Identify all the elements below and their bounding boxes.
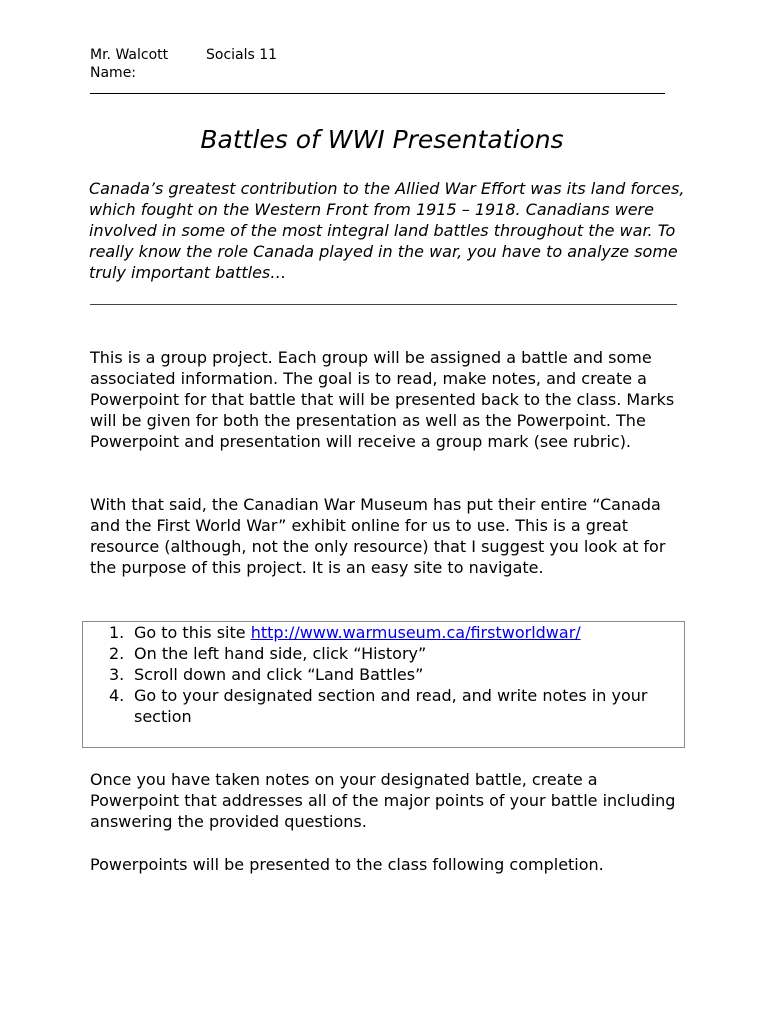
resource-paragraph: With that said, the Canadian War Museum has put their entire “Canada and the First World War” exhibit online for us to use. This is a great resource (although, not the only resource) that I suggest you look at for the purpose of this project. It is an easy site to navigate. — [90, 495, 666, 577]
section-divider — [90, 304, 677, 305]
course-name: Socials 11 — [206, 47, 278, 63]
student-name-label: Name: — [90, 65, 137, 81]
intro-paragraph: Canada’s greatest contribution to the Allied War Effort was its land forces, which fought on the Western Front from 1915 – 1918. Canadians were involved in some of the most integral land battles throughout the war. To really know the role Canada played in the war, you have to analyze some truly important battles… — [89, 179, 685, 282]
document-header — [90, 46, 670, 82]
step-number: 2. — [109, 644, 125, 663]
war-museum-link[interactable]: http://www.warmuseum.ca/firstworldwar/ — [250, 623, 581, 642]
page-title: Battles of WWI Presentations — [200, 125, 564, 154]
project-description-paragraph: This is a group project. Each group will be assigned a battle and some associated information. The goal is to read, make notes, and create a Powerpoint for that battle that will be presented back to the class. Marks will be given for both the presentation as well as the Powerpoint. The Powerpoint and presentation will receive a group mark (see rubric). — [90, 348, 675, 451]
powerpoint-instructions-paragraph: Once you have taken notes on your designated battle, create a Powerpoint that addresses all of the major points of your battle including answering the provided questions. — [90, 770, 676, 831]
header-divider — [90, 93, 665, 94]
header-row — [90, 46, 670, 64]
teacher-name: Mr. Walcott — [90, 47, 169, 63]
step-text: On the left hand side, click “History” — [134, 644, 427, 663]
presentation-note-paragraph: Powerpoints will be presented to the class following completion. — [90, 855, 604, 874]
step-text: Go to this site — [134, 623, 251, 642]
step-number: 4. — [109, 686, 125, 705]
instruction-step — [109, 643, 679, 664]
step-text: Scroll down and click “Land Battles” — [134, 665, 424, 684]
instructions-list — [109, 622, 679, 727]
step-text: Go to your designated section and read, and write notes in your section — [134, 686, 648, 726]
instruction-step — [109, 622, 679, 643]
step-number: 1. — [109, 623, 125, 642]
instruction-step — [109, 664, 679, 685]
instruction-step — [109, 685, 679, 727]
step-number: 3. — [109, 665, 125, 684]
